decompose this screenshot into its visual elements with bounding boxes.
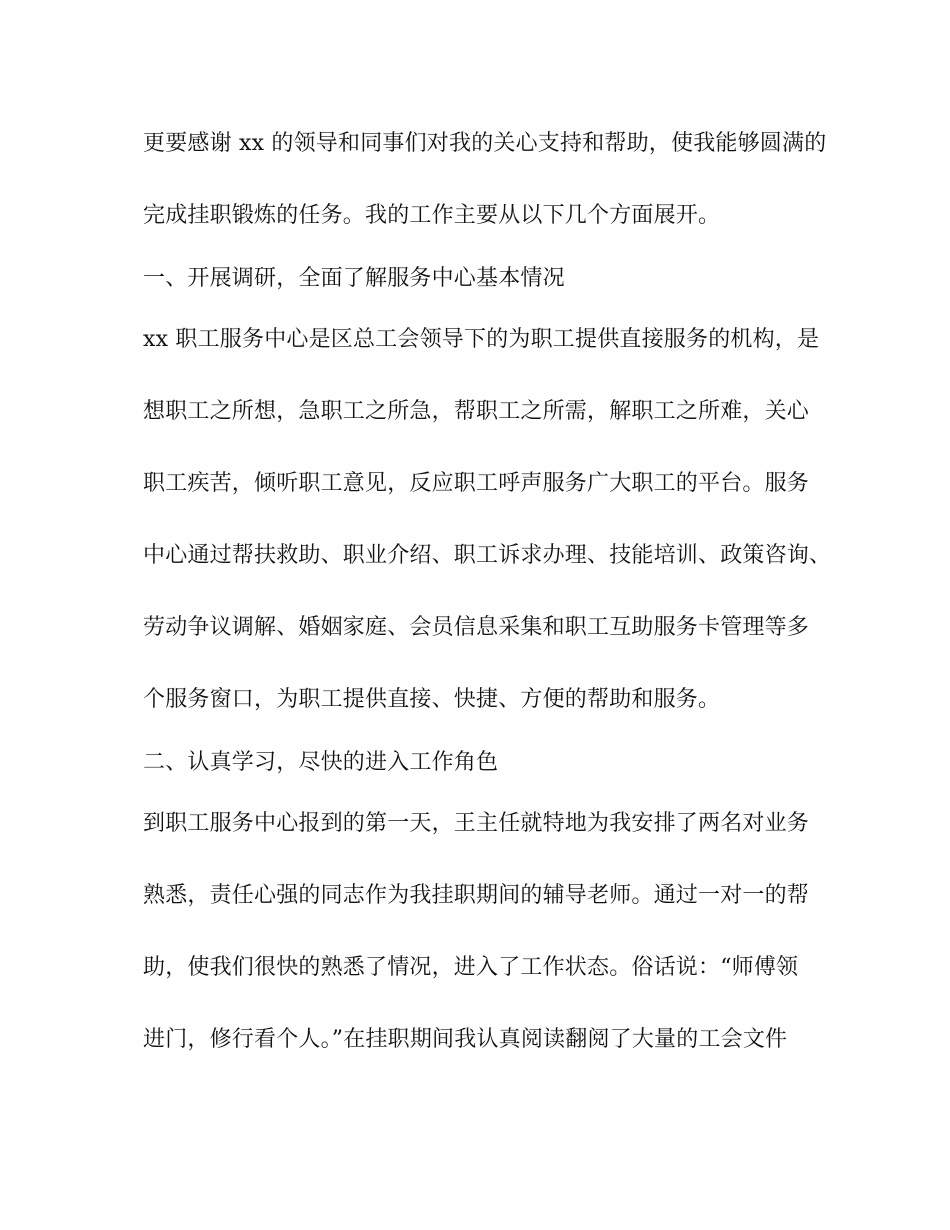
text-line-7: 中心通过帮扶救助、职业介绍、职工诉求办理、技能培训、政策咨询、 (143, 543, 832, 568)
text-line-9: 个服务窗口，为职工提供直接、快捷、方便的帮助和服务。 (143, 687, 721, 712)
text-line-4: xx 职工服务中心是区总工会领导下的为职工提供直接服务的机构，是 (143, 327, 820, 352)
text-line-14: 进门，修行看个人。”在挂职期间我认真阅读翻阅了大量的工会文件 (143, 1027, 788, 1052)
section-heading-2: 二、认真学习，尽快的进入工作角色 (143, 750, 499, 775)
text-line-13: 助，使我们很快的熟悉了情况，进入了工作状态。俗话说：“师傅领 (143, 955, 799, 980)
text-line-2: 完成挂职锻炼的任务。我的工作主要从以下几个方面展开。 (143, 203, 721, 228)
text-line-8: 劳动争议调解、婚姻家庭、会员信息采集和职工互助服务卡管理等多 (143, 615, 810, 640)
text-line-5: 想职工之所想，急职工之所急，帮职工之所需，解职工之所难，关心 (143, 399, 810, 424)
text-line-1: 更要感谢 xx 的领导和同事们对我的关心支持和帮助，使我能够圆满的 (143, 131, 827, 156)
section-heading-1: 一、开展调研，全面了解服务中心基本情况 (143, 266, 565, 291)
text-line-12: 熟悉，责任心强的同志作为我挂职期间的辅导老师。通过一对一的帮 (143, 883, 810, 908)
text-line-6: 职工疾苦，倾听职工意见，反应职工呼声服务广大职工的平台。服务 (143, 471, 810, 496)
text-line-11: 到职工服务中心报到的第一天，王主任就特地为我安排了两名对业务 (143, 811, 810, 836)
